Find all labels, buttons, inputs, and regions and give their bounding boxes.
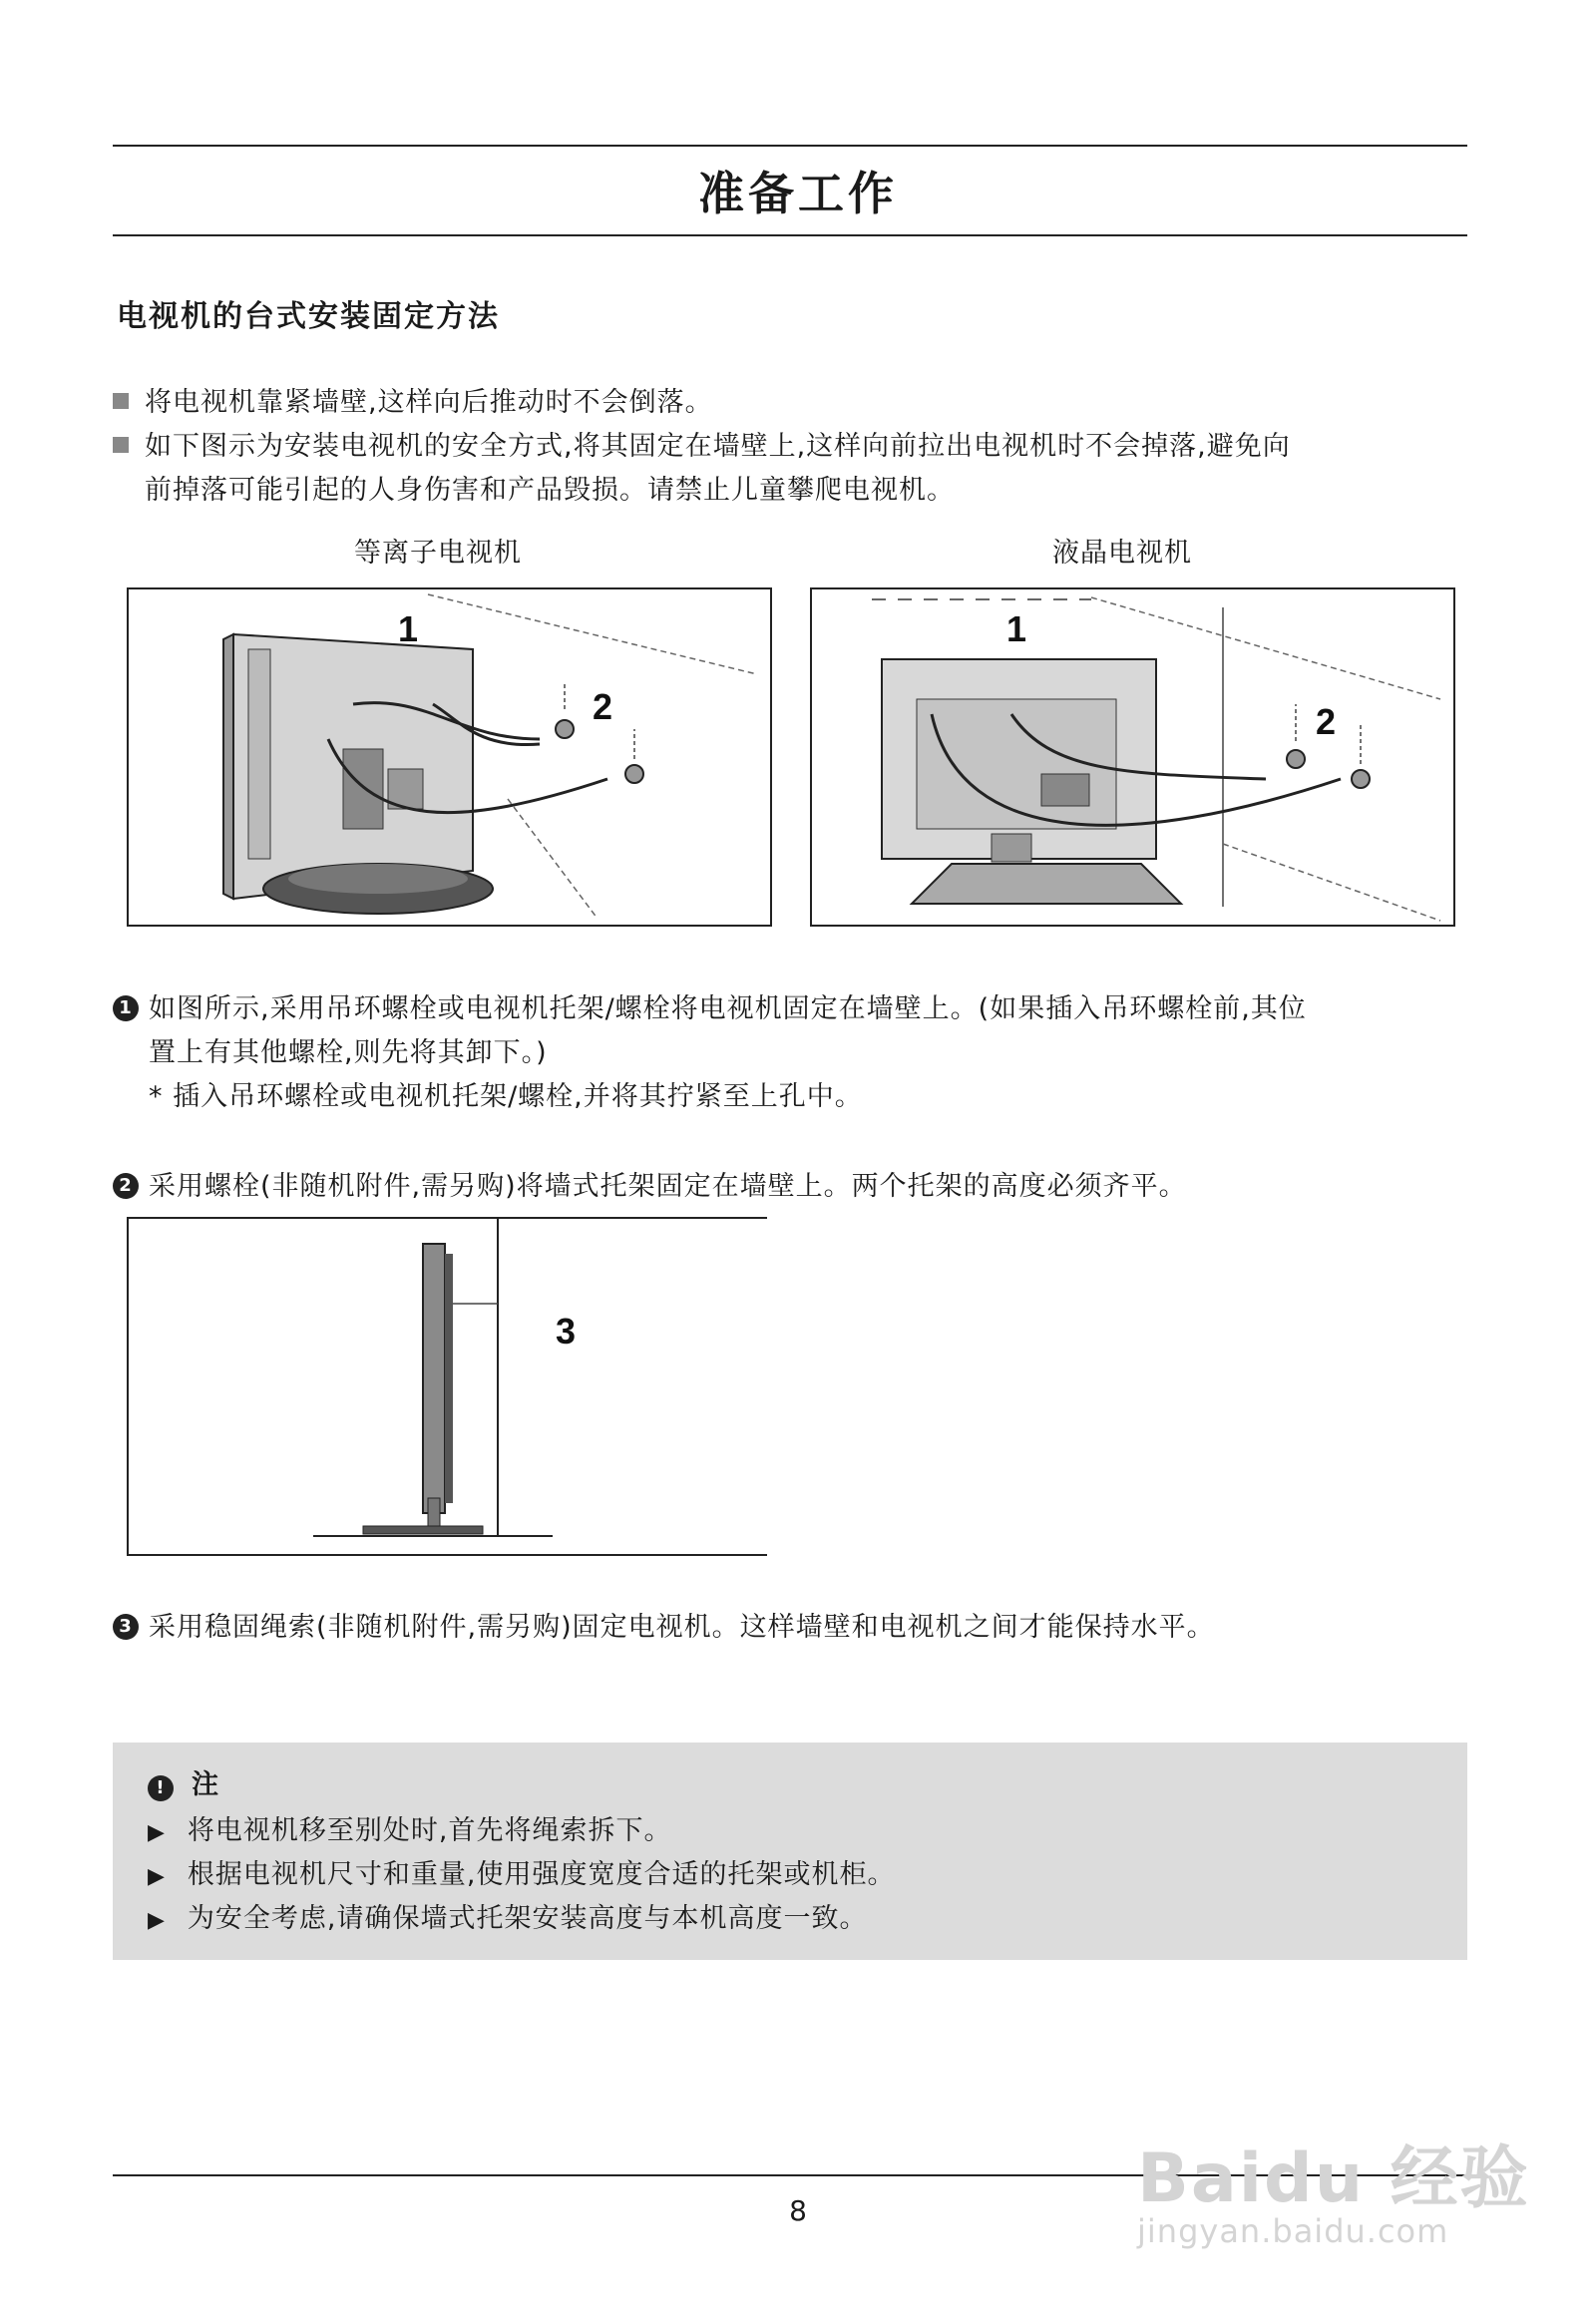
bullet-item: 将电视机靠紧墙壁,这样向后推动时不会倒落。 bbox=[113, 381, 1479, 425]
step-2: 2 采用螺栓(非随机附件,需另购)将墙式托架固定在墙壁上。两个托架的高度必须齐平。 bbox=[113, 1165, 1489, 1209]
step-line: 1 如图所示,采用吊环螺栓或电视机托架/螺栓将电视机固定在墙壁上。(如果插入吊环螺栓前,其位 bbox=[113, 987, 1489, 1031]
exclamation-icon: ! bbox=[148, 1775, 174, 1801]
lcd-tv-figure bbox=[810, 587, 1455, 927]
plasma-tv-figure bbox=[127, 587, 772, 927]
side-view-illustration bbox=[129, 1219, 767, 1554]
bullet-item: 如下图示为安装电视机的安全方式,将其固定在墙壁上,这样向前拉出电视机时不会掉落,避免向 bbox=[113, 425, 1479, 469]
section-title: 电视机的台式安装固定方法 bbox=[117, 299, 500, 334]
side-label-3: 3 bbox=[556, 1311, 577, 1352]
lcd-label-2: 2 bbox=[1316, 701, 1337, 742]
note-item: ▶ 根据电视机尺寸和重量,使用强度宽度合适的托架或机柜。 bbox=[148, 1859, 896, 1890]
triangle-bullet-icon: ▶ bbox=[148, 1820, 166, 1845]
page-number: 8 bbox=[789, 2194, 807, 2227]
plasma-label-2: 2 bbox=[593, 686, 613, 727]
top-rule bbox=[113, 145, 1467, 147]
note-heading: ! 注 bbox=[148, 1762, 219, 1801]
triangle-bullet-icon: ▶ bbox=[148, 1864, 166, 1889]
plasma-tv-illustration bbox=[129, 589, 770, 925]
step-3: 3 采用稳固绳索(非随机附件,需另购)固定电视机。这样墙壁和电视机之间才能保持水平。 bbox=[113, 1606, 1489, 1650]
baidu-watermark-url: jingyan.baidu.com bbox=[1137, 2212, 1449, 2250]
title-rule bbox=[113, 234, 1467, 236]
lcd-caption: 液晶电视机 bbox=[1052, 538, 1192, 569]
lcd-tv-illustration bbox=[812, 589, 1453, 925]
lcd-label-1: 1 bbox=[1006, 608, 1027, 649]
step-note: * 插入吊环螺栓或电视机托架/螺栓,并将其拧紧至上孔中。 bbox=[149, 1081, 863, 1112]
bullet-list bbox=[113, 381, 1479, 513]
step-number-icon: 3 bbox=[113, 1614, 139, 1640]
note-box bbox=[113, 1743, 1467, 1960]
plasma-caption: 等离子电视机 bbox=[354, 538, 522, 569]
square-bullet-icon bbox=[113, 437, 129, 453]
baidu-watermark-logo: Baidu 经验 bbox=[1137, 2139, 1530, 2218]
step-line: 置上有其他螺栓,则先将其卸下。) bbox=[149, 1037, 548, 1068]
step-1 bbox=[113, 987, 1489, 1119]
step-number-icon: 2 bbox=[113, 1173, 139, 1199]
page-title: 准备工作 bbox=[698, 167, 898, 220]
note-item: ▶ 为安全考虑,请确保墙式托架安装高度与本机高度一致。 bbox=[148, 1903, 868, 1934]
note-item: ▶ 将电视机移至别处时,首先将绳索拆下。 bbox=[148, 1815, 672, 1846]
square-bullet-icon bbox=[113, 393, 129, 409]
plasma-label-1: 1 bbox=[398, 608, 419, 649]
triangle-bullet-icon: ▶ bbox=[148, 1908, 166, 1933]
step-number-icon: 1 bbox=[113, 995, 139, 1021]
wall-bracket-figure bbox=[127, 1217, 767, 1556]
bullet-continuation: 前掉落可能引起的人身伤害和产品毁损。请禁止儿童攀爬电视机。 bbox=[145, 475, 955, 506]
